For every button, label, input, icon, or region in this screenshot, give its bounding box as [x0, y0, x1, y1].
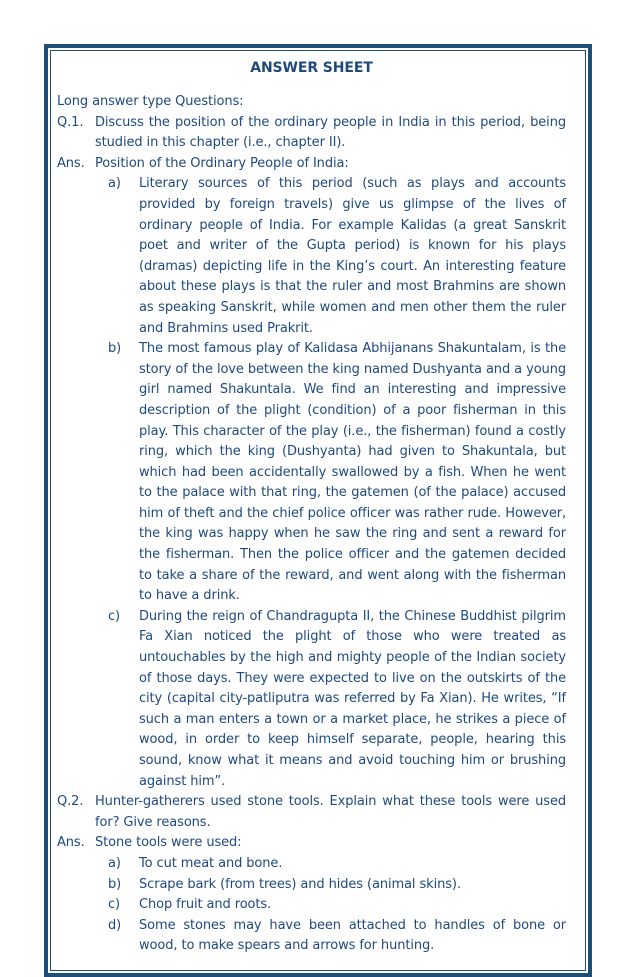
answer-label: Ans. [57, 835, 85, 851]
document-inner-border [50, 50, 586, 971]
list-item [57, 875, 566, 896]
list-item-marker: d) [108, 917, 122, 933]
list-item [57, 174, 566, 339]
answer-intro: Position of the Ordinary People of India: [95, 155, 349, 171]
list-item-marker: c) [108, 608, 121, 624]
list-item [57, 607, 566, 792]
answer-label: Ans. [57, 155, 85, 171]
document-border [44, 44, 592, 977]
question-row [57, 113, 566, 154]
answer-row [57, 154, 566, 175]
list-item-text: To cut meat and bone. [139, 855, 283, 871]
list-item-text: Literary sources of this period (such as plays and accounts provided by foreign travels) give us glimpse of the lives of ordinary people of India. For example Kalidas (a great Sanskrit poet and writer of the Gupta period) is known for his plays (dramas) depicting life in the King’s court. An interesting feature about these plays is that the ruler and most Brahmins are shown as speaking Sanskrit, while women and men other them the ruler and Brahmins used Prakrit. [139, 176, 566, 336]
page-title: ANSWER SHEET [250, 60, 373, 76]
list-item [57, 854, 566, 875]
question-text: Hunter-gatherers used stone tools. Explain what these tools were used for? Give reasons. [95, 794, 566, 830]
answer-row [57, 833, 566, 854]
list-item [57, 895, 566, 916]
question-row [57, 792, 566, 833]
list-item-text: Chop fruit and roots. [139, 897, 272, 913]
list-item-text: During the reign of Chandragupta II, the Chinese Buddhist pilgrim Fa Xian noticed the plight of those who were treated as untouchables by the high and mighty people of the Indian society of those days. They were expected to live on the outskirts of the city (capital city-patliputra was referred by Fa Xian). He writes, “If such a man enters a town or a market place, he strikes a piece of wood, in order to keep himself separate, people, hearing this sound, know what it means and avoid touching him or brushing against him”. [139, 608, 566, 789]
list-item-marker: b) [108, 876, 122, 892]
list-item-text: Scrape bark (from trees) and hides (animal skins). [139, 876, 461, 892]
list-item [57, 339, 566, 607]
list-item-marker: c) [108, 897, 121, 913]
question-text: Discuss the position of the ordinary people in India in this period, being studied in this chapter (i.e., chapter II). [95, 114, 566, 151]
question-label: Q.2. [57, 794, 84, 810]
answer-intro: Stone tools were used: [95, 835, 242, 851]
list-item-text: Some stones may have been attached to handles of bone or wood, to make spears and arrows for hunting. [139, 917, 566, 954]
list-item-text: The most famous play of Kalidasa Abhijanans Shakuntalam, is the story of the love between the king named Dushyanta and a young girl named Shakuntala. We find an interesting and impressive description of the plight (condition) of a poor fisherman in this play. This character of the play (i.e., the fisherman) found a costly ring, which the king (Dushyanta) had given to Shakuntala, but which had been accidentally swallowed by a fish. When he went to the palace with that ring, the gatemen (of the palace) accused him of theft and the chief police officer was rather rude. However, the king was happy when he saw the ring and sent a reward for the fisherman. Then the police officer and the gatemen decided to take a share of the reward, and went along with the fisherman to have a drink. [139, 341, 566, 604]
list-item [57, 916, 566, 957]
section-heading: Long answer type Questions: [57, 94, 244, 109]
list-item-marker: a) [108, 176, 121, 192]
list-item-marker: a) [108, 855, 121, 871]
question-label: Q.1. [57, 114, 84, 130]
list-item-marker: b) [108, 341, 122, 357]
